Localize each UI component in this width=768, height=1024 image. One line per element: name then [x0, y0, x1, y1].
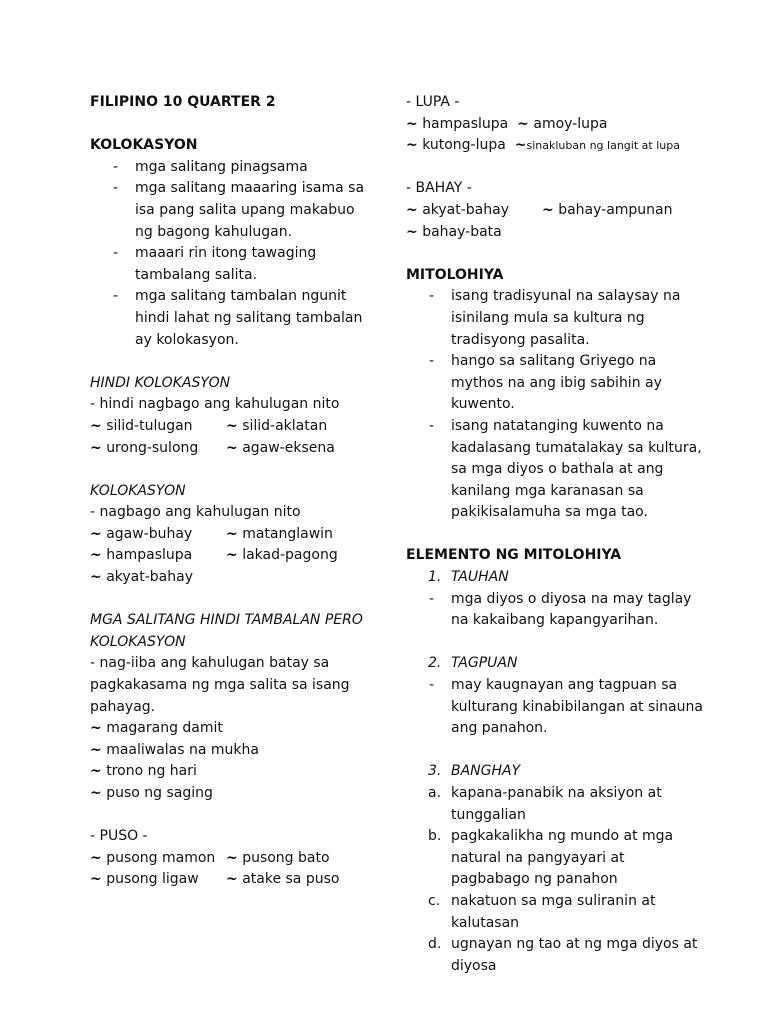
tilde-mark: ~: [90, 417, 102, 434]
word-item: akyat-bahay: [106, 569, 193, 586]
element-label: TAUHAN: [451, 569, 509, 586]
tilde-mark: ~: [90, 871, 102, 888]
word-item: puso ng saging: [106, 785, 213, 801]
word-single-row: [90, 783, 375, 805]
tilde-mark: ~: [226, 547, 238, 564]
tilde-mark: ~: [406, 201, 418, 218]
word-pair-row: [90, 416, 375, 438]
tilde-mark: ~: [514, 137, 527, 154]
word-single-row: [90, 718, 375, 740]
kolokasyon-example-desc: - nagbago ang kahulugan nito: [90, 504, 301, 521]
word-pair-row: [90, 438, 375, 460]
kolokasyon-bullet: - maaari rin itong tawaging tambalang salita.: [90, 243, 375, 286]
word-item: agaw-eksena: [242, 439, 335, 456]
tilde-mark: ~: [406, 223, 418, 240]
word-item: maaliwalas na mukha: [106, 741, 259, 758]
tilde-mark: ~: [406, 115, 418, 132]
banghay-item: [406, 934, 706, 977]
word-item: matanglawin: [242, 525, 333, 542]
tilde-mark: ~: [90, 569, 102, 586]
elemento-heading: ELEMENTO NG MITOLOHIYA: [406, 547, 622, 564]
word-pair-row: [406, 135, 706, 157]
word-item: silid-tulugan: [106, 417, 193, 434]
word-item: sinakluban ng langit at lupa: [526, 139, 680, 153]
left-column: [90, 92, 375, 891]
word-single-row: [90, 740, 375, 762]
element-tauhan: [406, 567, 706, 589]
tilde-mark: ~: [90, 720, 102, 737]
banghay-item: [406, 891, 706, 934]
mitolohiya-heading: MITOLOHIYA: [406, 266, 504, 283]
element-bullet: - mga diyos o diyosa na may taglay na kakaibang kapangyarihan.: [406, 589, 706, 632]
tilde-mark: ~: [517, 115, 529, 132]
word-pair-row: [90, 545, 375, 567]
item-number: 3.: [428, 763, 442, 780]
tilde-mark: ~: [406, 137, 418, 154]
tilde-mark: ~: [90, 741, 102, 758]
tilde-mark: ~: [226, 417, 238, 434]
word-item: trono ng hari: [106, 763, 197, 780]
puso-heading: - PUSO -: [90, 828, 148, 845]
element-banghay: [406, 761, 706, 783]
element-bullet: - may kaugnayan ang tagpuan sa kulturang kinabibilangan at sinauna ang panahon.: [406, 675, 706, 740]
hindi-kolokasyon-desc: - hindi nagbago ang kahulugan nito: [90, 396, 340, 413]
tilde-mark: ~: [226, 525, 238, 542]
tilde-mark: ~: [90, 525, 102, 542]
word-item: bahay-ampunan: [558, 201, 673, 218]
word-item: atake sa puso: [242, 871, 340, 888]
tilde-mark: ~: [90, 547, 102, 564]
word-item: urong-sulong: [106, 439, 199, 456]
word-item: hampaslupa: [422, 115, 509, 132]
tilde-mark: ~: [90, 849, 102, 866]
tilde-mark: ~: [226, 849, 238, 866]
banghay-item: [406, 826, 706, 891]
tilde-mark: ~: [90, 763, 102, 780]
banghay-text: nakatuon sa mga suliranin at kalutasan: [451, 892, 656, 931]
tilde-mark: ~: [226, 439, 238, 456]
item-letter: b.: [428, 828, 442, 845]
word-item: pusong ligaw: [106, 871, 199, 888]
word-pair-row: [406, 200, 706, 222]
bahay-heading: - BAHAY -: [406, 180, 472, 197]
banghay-text: pagkakalikha ng mundo at mga natural na pangyayari at pagbabago ng panahon: [451, 828, 674, 888]
kolokasyon-bullet: - mga salitang pinagsama: [90, 157, 375, 179]
word-single-row: [90, 567, 375, 589]
element-label: TAGPUAN: [451, 655, 518, 672]
document-header: FILIPINO 10 QUARTER 2: [90, 94, 276, 110]
kolokasyon-bullet: - mga salitang maaaring isama sa isa pang salita upang makabuo ng bagong kahulugan.: [90, 178, 375, 243]
item-number: 1.: [428, 569, 442, 586]
word-item: pusong mamon: [106, 849, 216, 866]
item-letter: d.: [428, 936, 442, 953]
tilde-mark: ~: [90, 439, 102, 456]
banghay-text: kapana-panabik na aksiyon at tunggalian: [451, 785, 662, 823]
word-pair-row: [90, 869, 375, 891]
word-item: akyat-bahay: [422, 201, 509, 218]
word-item: amoy-lupa: [533, 115, 608, 132]
word-pair-row: [90, 524, 375, 546]
item-number: 2.: [428, 655, 442, 672]
tilde-mark: ~: [226, 871, 238, 888]
kolokasyon-heading: KOLOKASYON: [90, 137, 198, 154]
lupa-heading: - LUPA -: [406, 94, 460, 110]
mitolohiya-bullet: - hango sa salitang Griyego na mythos na ang ibig sabihin ay kuwento.: [406, 351, 706, 416]
tilde-mark: ~: [90, 785, 102, 801]
word-item: lakad-pagong: [242, 547, 338, 564]
word-item: bahay-bata: [422, 223, 502, 240]
tilde-mark: ~: [542, 201, 554, 218]
word-item: magarang damit: [106, 720, 223, 737]
mitolohiya-bullet: - isang natatanging kuwento na kadalasang tumatalakay sa kultura, sa mga diyos o bathala at ang kanilang mga karanasan sa pakikisalamuha sa mga tao.: [406, 416, 706, 524]
item-letter: a.: [428, 785, 442, 801]
hindi-tambalan-heading: MGA SALITANG HINDI TAMBALAN PERO KOLOKASYON: [90, 612, 363, 650]
kolokasyon-example-heading: KOLOKASYON: [90, 482, 186, 499]
word-item: agaw-buhay: [106, 525, 193, 542]
right-column: [406, 92, 706, 977]
banghay-item: [406, 783, 706, 826]
word-item: hampaslupa: [106, 547, 193, 564]
element-tagpuan: [406, 653, 706, 675]
mitolohiya-bullet: - isang tradisyunal na salaysay na isinilang mula sa kultura ng tradisyong pasalita.: [406, 286, 706, 351]
word-item: silid-aklatan: [242, 417, 328, 434]
word-pair-row: [90, 848, 375, 870]
item-letter: c.: [428, 892, 441, 909]
hindi-tambalan-desc: - nag-iiba ang kahulugan batay sa pagkakasama ng mga salita sa isang pahayag.: [90, 655, 350, 715]
word-item: kutong-lupa: [422, 137, 506, 154]
word-item: pusong bato: [242, 849, 330, 866]
element-label: BANGHAY: [451, 763, 521, 780]
word-single-row: [90, 761, 375, 783]
hindi-kolokasyon-heading: HINDI KOLOKASYON: [90, 374, 231, 391]
kolokasyon-bullet: - mga salitang tambalan ngunit hindi lahat ng salitang tambalan ay kolokasyon.: [90, 286, 375, 351]
banghay-text: ugnayan ng tao at ng mga diyos at diyosa: [451, 936, 698, 974]
word-pair-row: [406, 114, 706, 136]
word-single-row: [406, 222, 706, 244]
